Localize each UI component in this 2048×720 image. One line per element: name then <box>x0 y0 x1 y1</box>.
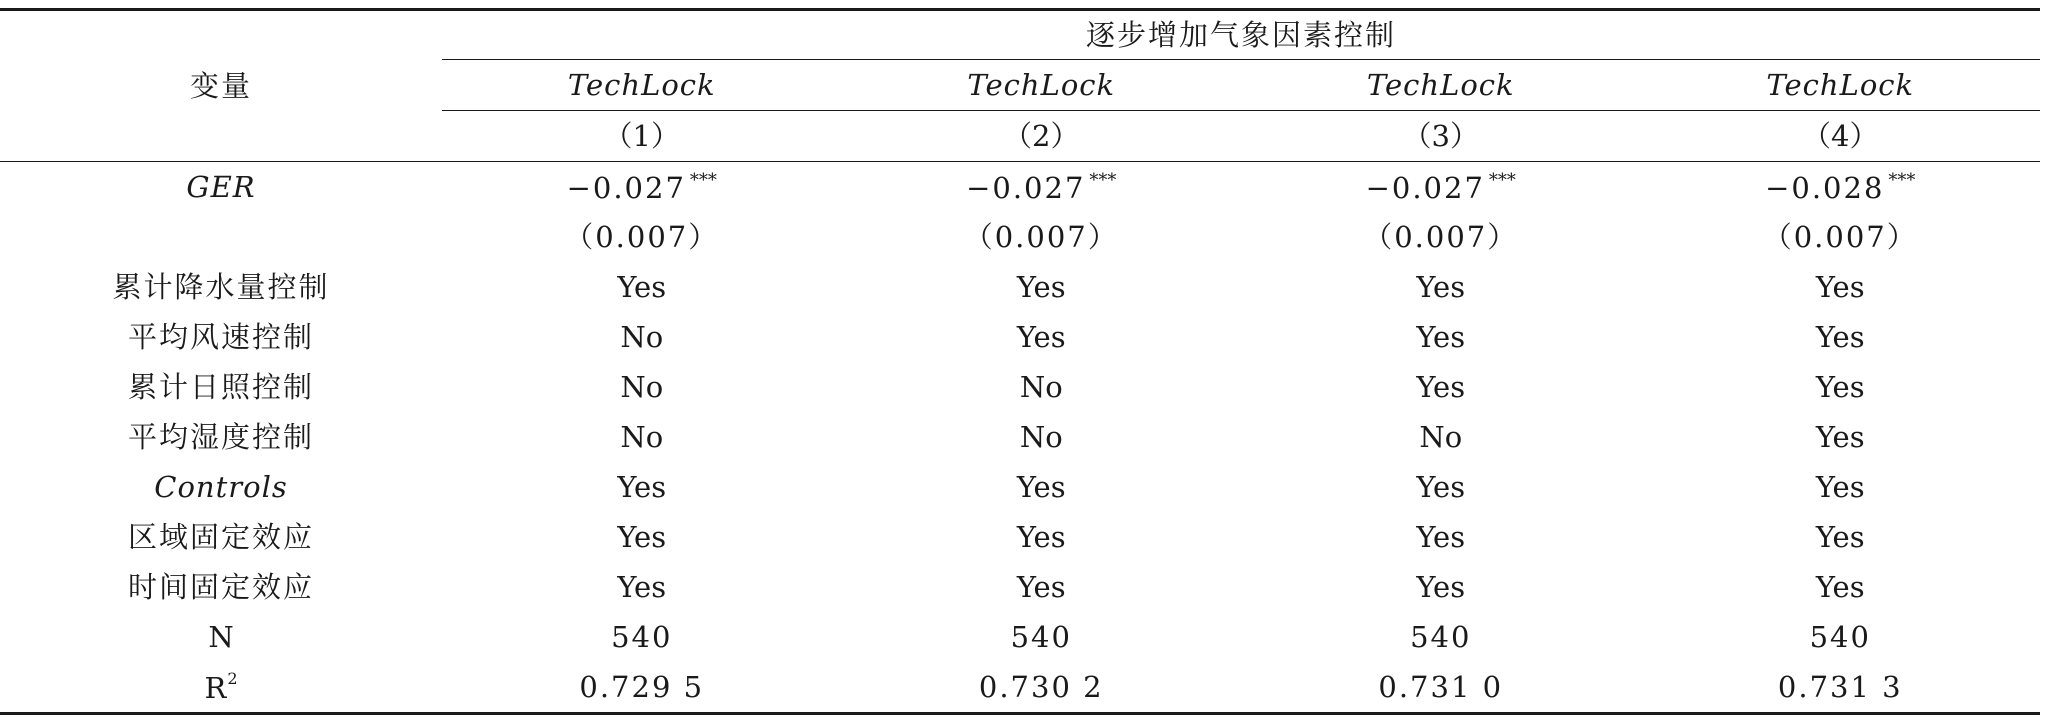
row-label-ger: GER <box>186 169 256 204</box>
control-cell: Yes <box>1815 469 1865 504</box>
row-label-r-squared: $R^2$ <box>0 662 442 714</box>
control-cell: Yes <box>1815 419 1865 454</box>
table-row <box>0 662 2040 714</box>
table-row <box>0 162 2040 213</box>
coefficient-cell: −0.027 *** <box>966 169 1117 205</box>
control-cell: Yes <box>1016 269 1066 304</box>
table-row <box>0 462 2040 512</box>
control-cell: No <box>620 319 664 354</box>
control-cell: No <box>1019 369 1063 404</box>
coefficient-cell: −0.027 *** <box>1365 169 1516 205</box>
r-squared-cell: 0.731 0 <box>1241 662 1641 714</box>
control-cell: Yes <box>617 519 667 554</box>
control-cell: No <box>620 419 664 454</box>
observations-cell: 540 <box>1410 619 1472 654</box>
control-cell: Yes <box>1416 369 1466 404</box>
std-error-cell: （0.007） <box>1762 219 1918 254</box>
control-cell: Yes <box>1016 569 1066 604</box>
table-row <box>0 362 2040 412</box>
control-cell: Yes <box>1416 469 1466 504</box>
r-squared-cell: 0.730 2 <box>842 662 1242 714</box>
control-cell: No <box>1419 419 1463 454</box>
control-cell: Yes <box>617 469 667 504</box>
control-cell: Yes <box>1016 519 1066 554</box>
r-squared-cell: 0.729 5 <box>442 662 842 714</box>
control-cell: Yes <box>1416 519 1466 554</box>
table-row <box>0 212 2040 262</box>
std-error-cell: （0.007） <box>564 219 720 254</box>
model-number: （1） <box>442 111 842 162</box>
control-cell: Yes <box>1815 369 1865 404</box>
control-cell: Yes <box>1815 269 1865 304</box>
control-cell: Yes <box>617 269 667 304</box>
row-label-empty <box>0 212 442 262</box>
table-row <box>0 612 2040 662</box>
significance-stars: *** <box>689 169 717 191</box>
observations-cell: 540 <box>611 619 673 654</box>
table-row <box>0 262 2040 312</box>
control-cell: Yes <box>1815 569 1865 604</box>
significance-stars: *** <box>1888 169 1916 191</box>
row-label-n: N <box>208 619 234 654</box>
model-number: （4） <box>1641 111 2041 162</box>
observations-cell: 540 <box>1010 619 1072 654</box>
control-cell: Yes <box>617 569 667 604</box>
control-cell: No <box>620 369 664 404</box>
std-error-cell: （0.007） <box>1363 219 1519 254</box>
model-number: （2） <box>842 111 1242 162</box>
r-squared-cell: 0.731 3 <box>1641 662 2041 714</box>
control-cell: No <box>1019 419 1063 454</box>
control-cell: Yes <box>1815 319 1865 354</box>
control-cell: Yes <box>1416 269 1466 304</box>
row-label-sunshine: 累计日照控制 <box>127 369 314 404</box>
control-cell: Yes <box>1016 469 1066 504</box>
row-label-time-fe: 时间固定效应 <box>127 569 314 604</box>
table-row <box>0 562 2040 612</box>
row-header-label: 变量 <box>0 10 442 162</box>
significance-stars: *** <box>1089 169 1117 191</box>
regression-table <box>0 8 2040 715</box>
table-row <box>0 512 2040 562</box>
table-row <box>0 312 2040 362</box>
control-cell: Yes <box>1416 569 1466 604</box>
control-cell: Yes <box>1416 319 1466 354</box>
dependent-var-header: TechLock <box>842 60 1242 111</box>
std-error-cell: （0.007） <box>963 219 1119 254</box>
row-label-region-fe: 区域固定效应 <box>127 519 314 554</box>
dependent-var-header: TechLock <box>1641 60 2041 111</box>
control-cell: Yes <box>1016 319 1066 354</box>
row-label-precipitation: 累计降水量控制 <box>112 269 330 304</box>
coefficient-cell: −0.028 *** <box>1765 169 1916 205</box>
significance-stars: *** <box>1488 169 1516 191</box>
coefficient-cell: −0.027 *** <box>566 169 717 205</box>
row-label-wind-speed: 平均风速控制 <box>127 319 314 354</box>
table-row <box>0 412 2040 462</box>
row-label-humidity: 平均湿度控制 <box>127 419 314 454</box>
control-cell: Yes <box>1815 519 1865 554</box>
row-label-controls: Controls <box>154 469 288 504</box>
model-number: （3） <box>1241 111 1641 162</box>
dependent-var-header: TechLock <box>442 60 842 111</box>
dependent-var-header: TechLock <box>1241 60 1641 111</box>
group-header: 逐步增加气象因素控制 <box>442 10 2040 60</box>
observations-cell: 540 <box>1809 619 1871 654</box>
